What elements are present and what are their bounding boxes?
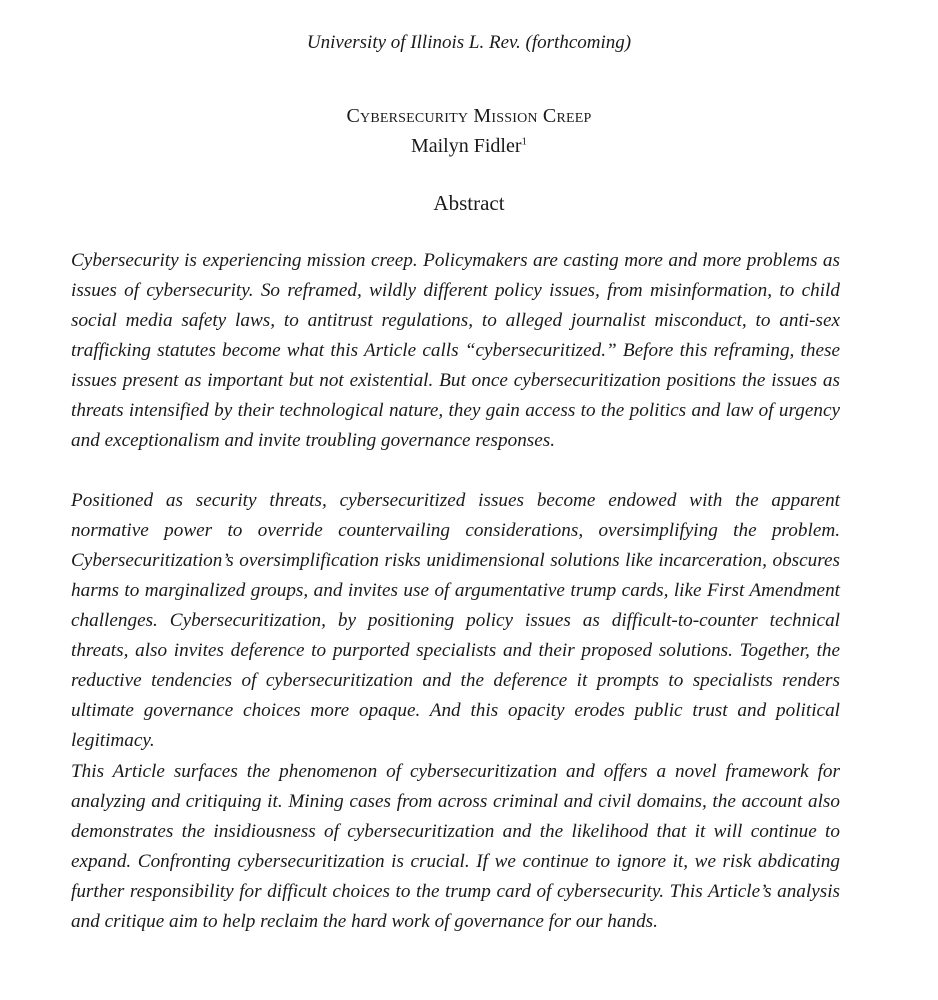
author-name: Mailyn Fidler (410, 135, 522, 157)
journal-citation: University of Illinois L. Rev. (forthcoming) (306, 32, 632, 53)
abstract-paragraph-1: Cybersecurity is experiencing mission creep. Policymakers are casting more and more problems as issues of cybersecurity. So reframed, wildly different policy issues, from misinformation, to child social media safety laws, to antitrust regulations, to alleged journalist misconduct, to anti-sex trafficking statutes become what this Article calls “cybersecuritized.” Before this reframing, these issues present as important but not existential. But once cybersecuritization positions the issues as threats intensified by their technological nature, they gain access to the politics and law of urgency and exceptionalism and invite troubling governance responses. (71, 250, 840, 451)
abstract-paragraph-2: Positioned as security threats, cybersecuritized issues become endowed with the apparent normative power to override countervailing considerations, oversimplifying the problem. Cybersecuritization’s oversimplification risks unidimensional solutions like incarceration, obscures harms to marginalized groups, and invites use of argumentative trump cards, like First Amendment challenges. Cybersecuritization, by positioning policy issues as difficult-to-counter technical threats, also invites deference to purported specialists and their proposed solutions. Together, the reductive tendencies of cybersecuritization and the deference it prompts to specialists renders ultimate governance choices more opaque. And this opacity erodes public trust and political legitimacy. (71, 490, 840, 751)
author-footnote-marker[interactable]: 1 (521, 135, 528, 148)
author-line (0, 135, 938, 158)
abstract-paragraph-3: This Article surfaces the phenomenon of cybersecuritization and offers a novel framework for analyzing and critiquing it. Mining cases from across criminal and civil domains, the account also demonstrates the insidiousness of cybersecuritization and the likelihood that it will continue to expand. Confronting cybersecuritization is crucial. If we continue to ignore it, we risk abdicating further responsibility for difficult choices to the trump card of cybersecurity. This Article’s analysis and critique aim to help reclaim the hard work of governance for our hands. (71, 761, 840, 932)
abstract-heading: Abstract (433, 191, 505, 215)
article-title: Cybersecurity Mission Creep (346, 105, 592, 127)
